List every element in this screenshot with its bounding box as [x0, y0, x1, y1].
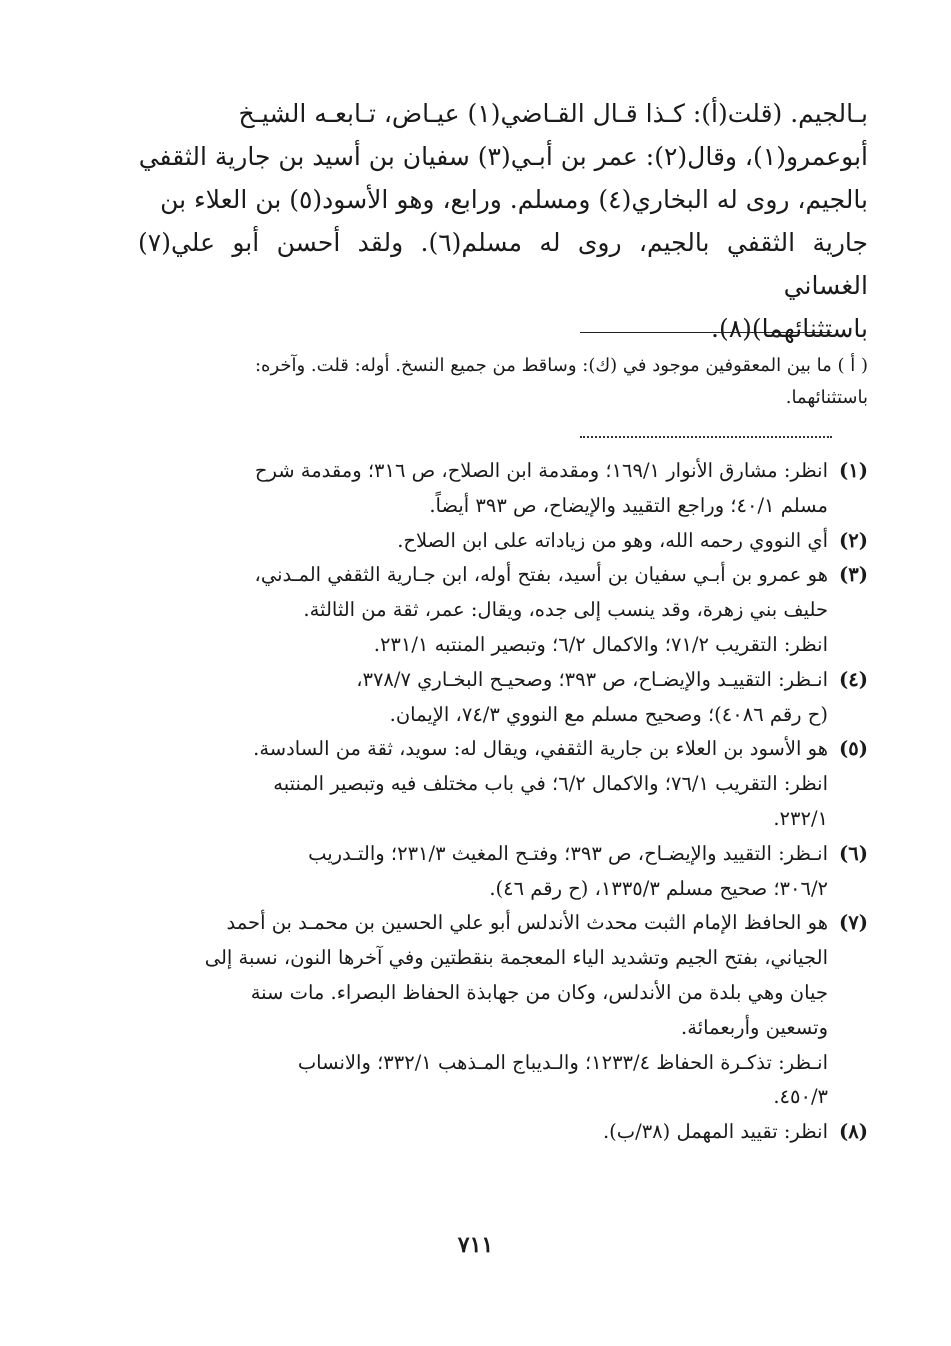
footnote-line: ٣٠٦/٢؛ صحيح مسلم ١٣٣٥/٣، (ح رقم ٤٦).: [489, 876, 828, 900]
main-text-block: [138, 92, 868, 350]
footnote-line: (ح رقم ٤٠٨٦)؛ وصحيح مسلم مع النووي ٧٤/٣، الإيمان.: [389, 702, 828, 726]
footnote-body: [138, 524, 828, 559]
main-text-line: جارية الثقفي بالجيم، روى له مسلم(٦). ولقد أحسن أبو علي(٧) الغساني: [138, 228, 868, 300]
variant-note-line: باستثنائهما.: [785, 387, 868, 408]
footnote-line: هو الحافظ الإمام الثبت محدث الأندلس أبو علي الحسين بن محمـد بن أحمد: [226, 911, 828, 935]
footnote-separator-rule: [580, 332, 832, 333]
footnote-3: [138, 558, 868, 662]
footnote-number: (١): [839, 459, 868, 482]
footnote-number: (٨): [839, 1120, 868, 1144]
footnote-line: انظر: التقريب ٧١/٢؛ والاكمال ٦/٢؛ وتبصير المنتبه ٢٣١/١.: [373, 632, 828, 656]
footnote-line: وتسعين وأربعمائة.: [681, 1015, 828, 1039]
footnote-1: [138, 454, 868, 524]
dotted-separator: [580, 436, 832, 438]
footnote-2: [138, 524, 868, 559]
footnote-line: انظر: التقريب ٧٦/١؛ والاكمال ٦/٢؛ في باب مختلف فيه وتبصير المنتبه: [273, 772, 828, 796]
footnotes-list: [138, 454, 868, 1150]
footnote-6: [138, 837, 868, 907]
footnote-body: [138, 663, 828, 733]
footnote-line: انـظر: التقييد والإيضـاح، ص ٣٩٣؛ وفتـح المغيث ٢٣١/٣؛ والتـدريب: [308, 841, 828, 865]
footnote-line: ٤٥٠/٣.: [773, 1085, 828, 1109]
footnote-line: انظر: مشارق الأنوار ١٦٩/١؛ ومقدمة ابن الصلاح، ص ٣١٦؛ ومقدمة شرح: [254, 459, 828, 482]
footnote-line: أي النووي رحمه الله، وهو من زياداته على ابن الصلاح.: [397, 528, 828, 552]
footnote-number: (٣): [839, 563, 868, 587]
footnote-line: انـظر: تذكـرة الحفاظ ١٢٣٣/٤؛ والـديباج المـذهب ٣٣٢/١؛ والانساب: [297, 1050, 828, 1074]
footnote-7: [138, 906, 868, 1115]
main-text-line: بالجيم، روى له البخاري(٤) ومسلم. ورابع، وهو الأسود(٥) بن العلاء بن: [160, 185, 868, 214]
footnote-body: [138, 454, 828, 524]
footnote-number: (٥): [839, 737, 868, 761]
footnote-number: (٢): [839, 528, 868, 552]
footnote-line: ٢٣٢/١.: [773, 806, 828, 830]
footnote-body: [138, 732, 828, 836]
footnote-line: انظر: تقييد المهمل (٣٨/ب).: [602, 1120, 828, 1144]
footnote-body: [138, 906, 828, 1115]
footnote-number: (٦): [839, 841, 868, 865]
main-text-line: باستثنائهما)(٨).: [711, 314, 868, 343]
footnote-line: حليف بني زهرة، وقد ينسب إلى جده، ويقال: عمر، ثقة من الثالثة.: [303, 598, 828, 622]
main-text-line: بـالجيم. (قلت(أ): كـذا قـال القـاضي(١) عيـاض، تـابعـه الشيـخ: [238, 99, 868, 128]
footnote-body: [138, 1115, 828, 1150]
footnote-line: هو عمرو بن أبـي سفيان بن أسيد، بفتح أوله، ابن جـارية الثقفي المـدني،: [254, 563, 828, 587]
footnote-line: مسلم ٤٠/١؛ وراجع التقييد والإيضاح، ص ٣٩٣ أيضاً.: [429, 493, 828, 517]
variant-note-line: ( أ ) ما بين المعقوفين موجود في (ك): وساقط من جميع النسخ. أوله: قلت. وآخره:: [254, 355, 868, 376]
footnote-body: [138, 837, 828, 907]
footnote-line: الجياني، بفتح الجيم وتشديد الياء المعجمة بنقطتين وفي آخرها النون، نسبة إلى: [204, 946, 828, 970]
footnote-line: هو الأسود بن العلاء بن جارية الثقفي، ويقال له: سويد، ثقة من السادسة.: [253, 737, 828, 761]
footnote-body: [138, 558, 828, 662]
footnote-4: [138, 663, 868, 733]
footnote-number: (٧): [839, 911, 868, 935]
footnote-line: جيان وهي بلدة من الأندلس، وكان من جهابذة الحفاظ البصراء. مات سنة: [250, 980, 828, 1004]
footnote-5: [138, 732, 868, 836]
footnote-line: انـظر: التقييـد والإيضـاح، ص ٣٩٣؛ وصحيـح البخـاري ٣٧٨/٧،: [356, 667, 828, 691]
footnote-8: [138, 1115, 868, 1150]
page-number: ٧١١: [457, 1232, 494, 1258]
footnote-number: (٤): [839, 667, 868, 691]
variant-note: [138, 350, 868, 414]
main-text-line: أبوعمرو(١)، وقال(٢): عمر بن أبـي(٣) سفيان بن أسيد بن جارية الثقفي: [138, 142, 868, 171]
